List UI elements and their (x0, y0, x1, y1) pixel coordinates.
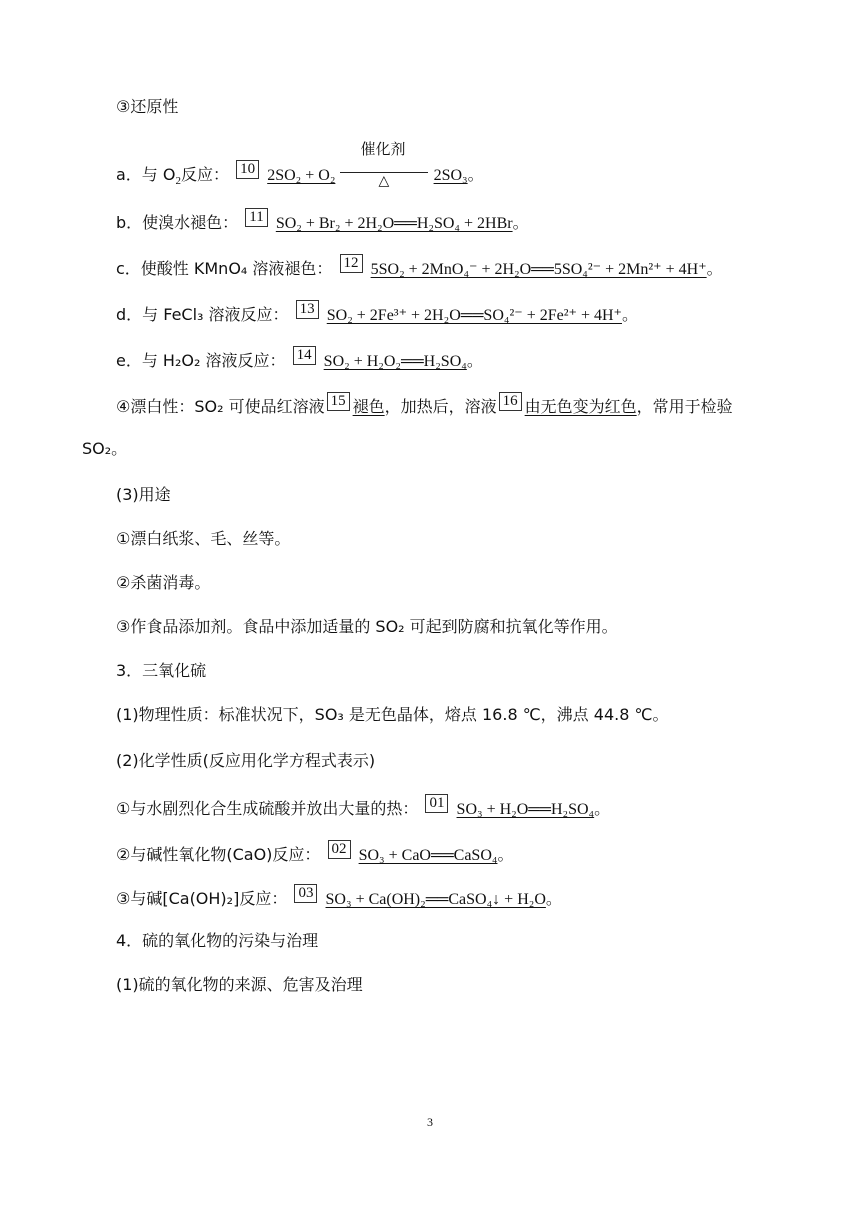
pollution-subtitle: (1)硫的氧化物的来源、危害及治理 (116, 975, 363, 994)
so3-item-1-prefix: ①与水剧烈化合生成硫酸并放出大量的热： (116, 799, 419, 818)
item-b (116, 209, 529, 235)
blank-number: 01 (425, 794, 448, 813)
blank-number: 16 (499, 392, 522, 411)
catalyst-label: 催化剂 (360, 140, 406, 158)
so3-item-3-prefix: ③与碱[Ca(OH)₂]反应： (116, 889, 288, 908)
item-a-sub: 2 (175, 175, 181, 188)
item-d-prefix: d．与 FeCl₃ 溶液反应： (116, 305, 289, 324)
item-e (116, 347, 483, 373)
answer-equation: SO₃ + Ca(OH)₂══CaSO₄↓ + H₂O (325, 891, 546, 908)
answer-text: 褪色 (352, 397, 385, 416)
blank-number: 10 (236, 160, 259, 179)
so3-chemical: (2)化学性质(反应用化学方程式表示) (116, 751, 376, 770)
item-bleaching (116, 393, 733, 418)
answer-equation: SO₃ + H₂O══H₂SO₄ (456, 801, 595, 818)
section-uses-title: (3)用途 (116, 485, 171, 504)
use-item-1: ①漂白纸浆、毛、丝等。 (116, 529, 291, 548)
blank-number: 15 (327, 392, 350, 411)
so3-item-3 (116, 885, 562, 911)
item-a-suffix: 反应： (181, 165, 230, 184)
section-so3-title: 3．三氧化硫 (116, 661, 207, 680)
item-a-prefix: a．与 O (116, 165, 176, 184)
answer-equation: SO₂ + H₂O₂══H₂SO₄ (323, 353, 467, 370)
item-d (116, 301, 638, 327)
blank-number: 12 (340, 254, 363, 273)
so3-item-1 (116, 795, 611, 821)
use-item-3: ③作食品添加剂。食品中添加适量的 SO₂ 可起到防腐和抗氧化等作用。 (116, 617, 618, 636)
section-pollution-title: 4．硫的氧化物的污染与治理 (116, 931, 319, 950)
period: 。 (621, 305, 638, 324)
period: 。 (512, 213, 529, 232)
period: 。 (467, 165, 484, 184)
blank-number: 11 (245, 208, 267, 227)
item-a (116, 140, 484, 192)
use-item-2: ②杀菌消毒。 (116, 573, 211, 592)
catalyst-arrow (340, 140, 428, 189)
period: 。 (497, 845, 514, 864)
bleaching-prefix: ④漂白性：SO₂ 可使品红溶液 (116, 397, 325, 416)
item-c (116, 255, 723, 281)
answer-equation: 2SO₂ + O₂ (267, 167, 336, 184)
page-number: 3 (427, 1115, 433, 1129)
item-c-prefix: c．使酸性 KMnO₄ 溶液褪色： (116, 259, 333, 278)
item-e-prefix: e．与 H₂O₂ 溶液反应： (116, 351, 286, 370)
bleaching-continuation: SO₂。 (82, 439, 128, 458)
answer-text: 由无色变为红色 (524, 397, 637, 416)
so3-item-2 (116, 841, 514, 867)
answer-equation: 5SO₂ + 2MnO₄⁻ + 2H₂O══5SO₄²⁻ + 2Mn²⁺ + 4H⁺ (370, 261, 707, 278)
period: 。 (545, 889, 562, 908)
bleaching-middle: ，加热后，溶液 (384, 397, 497, 416)
heat-symbol: △ (378, 173, 390, 189)
subheading-reducibility: ③还原性 (116, 97, 179, 116)
bleaching-suffix: ，常用于检验 (636, 397, 733, 416)
blank-number: 13 (296, 300, 319, 319)
period: 。 (466, 351, 483, 370)
answer-equation: SO₂ + 2Fe³⁺ + 2H₂O══SO₄²⁻ + 2Fe²⁺ + 4H⁺ (326, 307, 622, 324)
answer-product: 2SO₃ (433, 167, 468, 184)
blank-number: 02 (328, 840, 351, 859)
period: 。 (706, 259, 723, 278)
so3-item-2-prefix: ②与碱性氧化物(CaO)反应： (116, 845, 321, 864)
so3-physical: (1)物理性质：标准状况下，SO₃ 是无色晶体，熔点 16.8 ℃，沸点 44.8 ℃。 (116, 705, 669, 724)
item-b-prefix: b．使溴水褪色： (116, 213, 239, 232)
answer-equation: SO₃ + CaO══CaSO₄ (358, 847, 498, 864)
blank-number: 14 (293, 346, 316, 365)
blank-number: 03 (294, 884, 317, 903)
period: 。 (594, 799, 611, 818)
answer-equation: SO₂ + Br₂ + 2H₂O══H₂SO₄ + 2HBr (275, 215, 513, 232)
